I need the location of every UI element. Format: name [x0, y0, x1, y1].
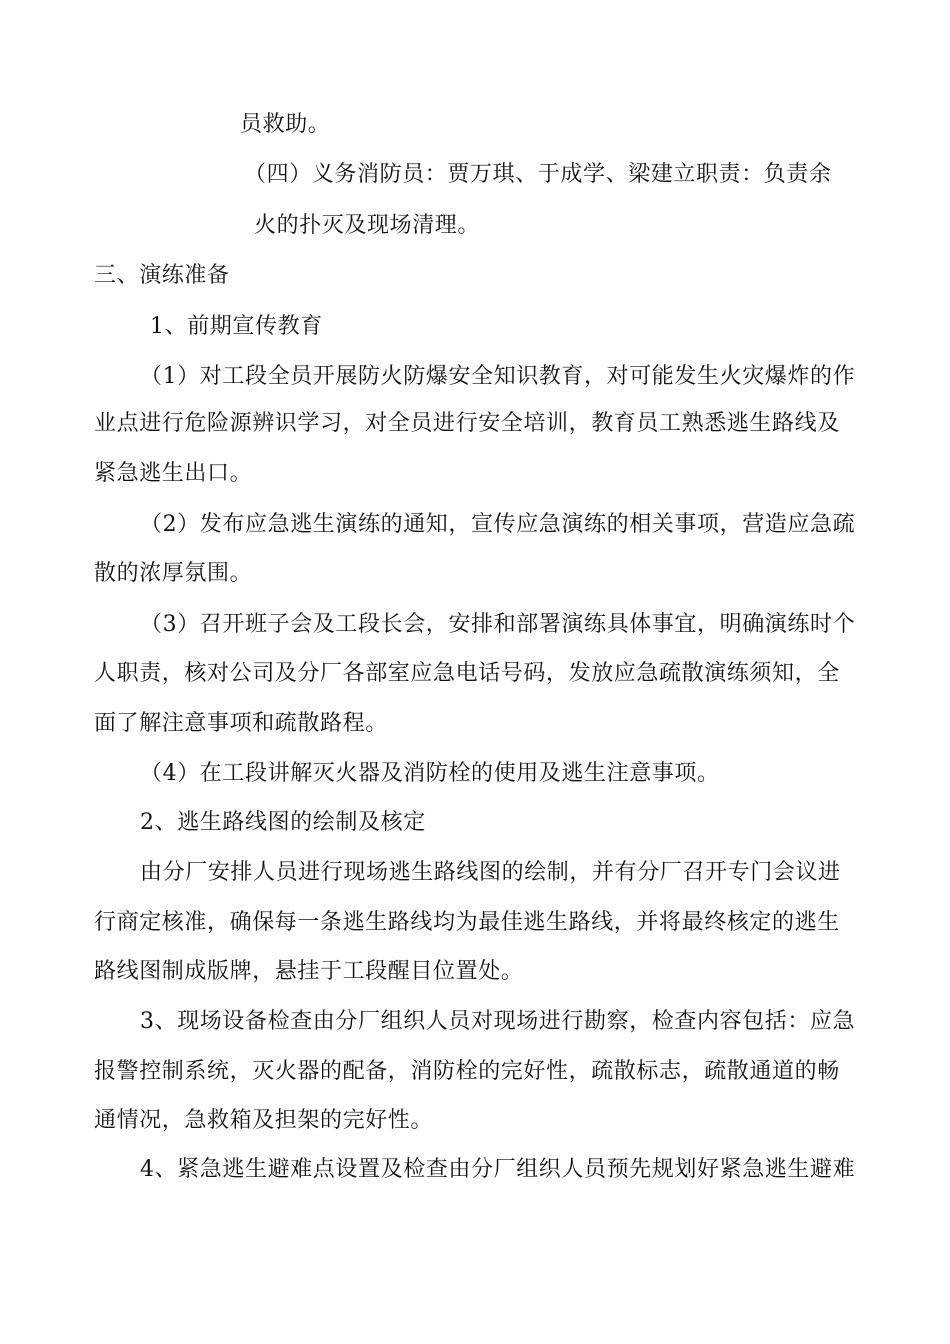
- paragraph-line: 火的扑灭及现场清理。: [254, 213, 481, 238]
- paragraph-line: （四）义务消防员：贾万琪、于成学、梁建立职责：负责余: [244, 162, 832, 187]
- paragraph-line: （2）发布应急逃生演练的通知，宣传应急演练的相关事项，营造应急疏: [140, 512, 856, 537]
- subsection-heading: 2、逃生路线图的绘制及核定: [140, 810, 426, 835]
- paragraph-line: 通情况，急救箱及担架的完好性。: [94, 1108, 434, 1133]
- paragraph-line: 员救助。: [240, 112, 331, 137]
- paragraph-line: 由分厂安排人员进行现场逃生路线图的绘制，并有分厂召开专门会议进: [140, 860, 841, 885]
- subsection-heading: 1、前期宣传教育: [150, 314, 323, 339]
- paragraph-line: 3、现场设备检查由分厂组织人员对现场进行勘察，检查内容包括：应急: [140, 1009, 856, 1034]
- paragraph-line: 业点进行危险源辨识学习，对全员进行安全培训，教育员工熟悉逃生路线及: [94, 411, 840, 436]
- paragraph-line: 人职责，核对公司及分厂各部室应急电话号码，发放应急疏散演练须知，全: [94, 661, 840, 686]
- paragraph-line: （4）在工段讲解灭火器及消防栓的使用及逃生注意事项。: [140, 761, 720, 786]
- paragraph-line: 4、紧急逃生避难点设置及检查由分厂组织人员预先规划好紧急逃生避难: [140, 1157, 856, 1182]
- paragraph-line: 报警控制系统，灭火器的配备，消防栓的完好性，疏散标志，疏散通道的畅: [94, 1059, 840, 1084]
- paragraph-line: （1）对工段全员开展防火防爆安全知识教育，对可能发生火灾爆炸的作: [140, 364, 856, 389]
- section-heading: 三、演练准备: [94, 263, 230, 288]
- paragraph-line: 路线图制成版牌，悬挂于工段醒目位置处。: [94, 959, 524, 984]
- paragraph-line: 紧急逃生出口。: [94, 461, 253, 486]
- paragraph-line: （3）召开班子会及工段长会，安排和部署演练具体事宜，明确演练时个: [140, 612, 856, 637]
- paragraph-line: 面了解注意事项和疏散路程。: [94, 711, 388, 736]
- paragraph-line: 行商定核准，确保每一条逃生路线均为最佳逃生路线，并将最终核定的逃生: [94, 910, 840, 935]
- paragraph-line: 散的浓厚氛围。: [94, 561, 253, 586]
